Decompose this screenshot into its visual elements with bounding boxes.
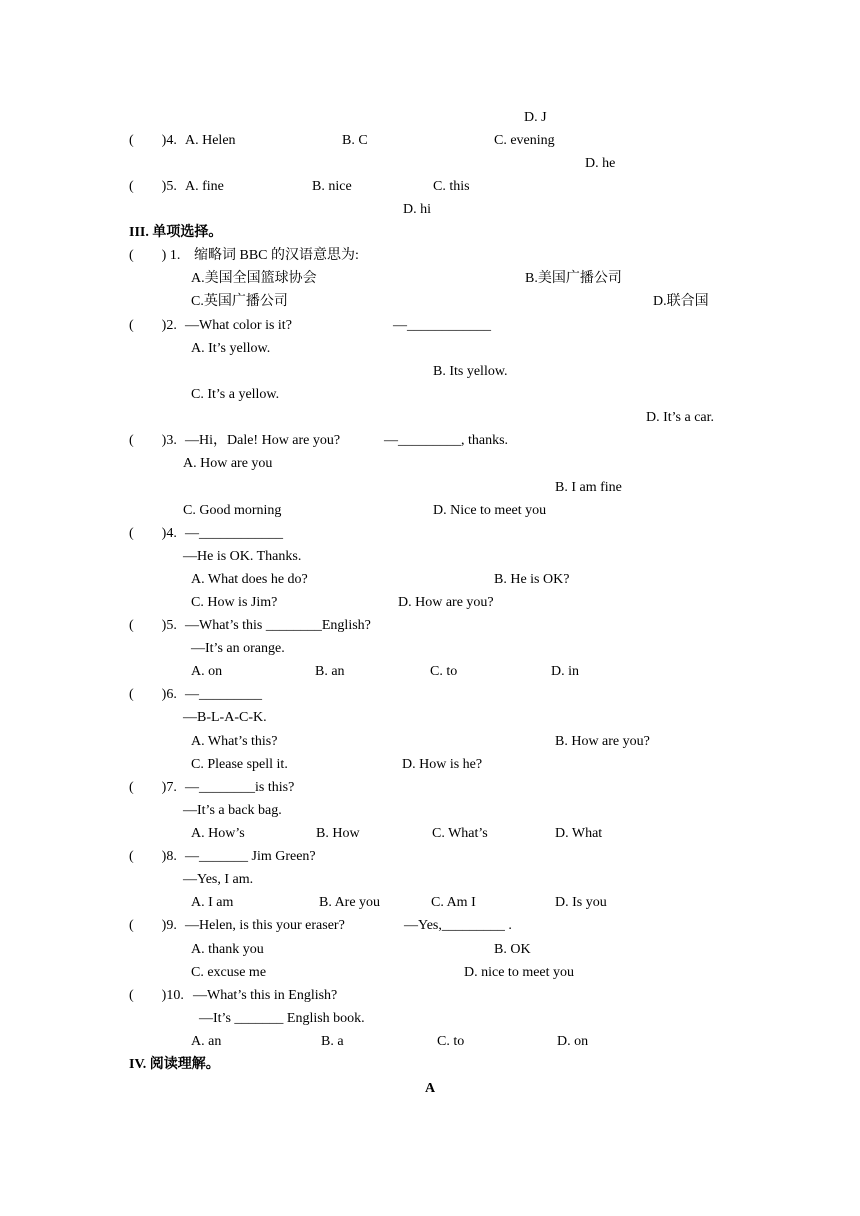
dialogue-line: —It’s a back bag. bbox=[183, 803, 282, 818]
question-number: ( )9. bbox=[129, 918, 177, 933]
option-b: B. He is OK? bbox=[494, 572, 570, 587]
answer-blank: —_________, thanks. bbox=[384, 433, 509, 448]
option-c: C. What’s bbox=[432, 826, 488, 841]
question-stem: —_________ bbox=[185, 687, 262, 702]
option-a: A. How are you bbox=[183, 456, 273, 471]
option-c: C. to bbox=[430, 664, 458, 679]
question-stem: —_______ Jim Green? bbox=[185, 849, 316, 864]
option-c: C. evening bbox=[494, 133, 555, 148]
question-stem: —________is this? bbox=[185, 780, 295, 795]
option-d: D. Nice to meet you bbox=[433, 503, 547, 518]
option-d: D. in bbox=[551, 664, 579, 679]
option-a: A. Helen bbox=[185, 133, 236, 148]
option-b: B. Are you bbox=[319, 895, 381, 910]
question-stem: —____________ bbox=[185, 526, 283, 541]
option-a: A. on bbox=[191, 664, 223, 679]
option-b: B. How are you? bbox=[555, 734, 650, 749]
option-d: D. on bbox=[557, 1034, 589, 1049]
option-c: C. this bbox=[433, 179, 470, 194]
option-b: B. OK bbox=[494, 942, 531, 957]
option-d: D. Is you bbox=[555, 895, 607, 910]
option-a: A. an bbox=[191, 1034, 222, 1049]
option-b: B. C bbox=[342, 133, 368, 148]
option-b: B. I am fine bbox=[555, 480, 622, 495]
option-d: D. How is he? bbox=[402, 757, 483, 772]
option-b: B. How bbox=[316, 826, 360, 841]
section-heading: III. 单项选择。 bbox=[129, 225, 223, 240]
option-d: D. It’s a car. bbox=[646, 410, 715, 425]
option-c: C. Good morning bbox=[183, 503, 282, 518]
question-number: ( )10. bbox=[129, 988, 184, 1003]
dialogue-line: —It’s an orange. bbox=[191, 641, 285, 656]
dialogue-line: —It’s _______ English book. bbox=[199, 1011, 365, 1026]
option-a: A. It’s yellow. bbox=[191, 341, 271, 356]
dialogue-line: —Yes, I am. bbox=[183, 872, 254, 887]
option-c: C. excuse me bbox=[191, 965, 267, 980]
question-number: ( )6. bbox=[129, 687, 177, 702]
question-stem: —Hi，Dale! How are you? bbox=[185, 433, 341, 448]
question-number: ( ) 1. bbox=[129, 248, 181, 263]
question-number: ( )3. bbox=[129, 433, 177, 448]
option-c: C. It’s a yellow. bbox=[191, 387, 280, 402]
question-number: ( )4. bbox=[129, 526, 177, 541]
option-d: D.联合国 bbox=[653, 294, 709, 309]
question-number: ( )8. bbox=[129, 849, 177, 864]
option-c: C.英国广播公司 bbox=[191, 294, 288, 309]
question-number: ( )5. bbox=[129, 618, 177, 633]
question-stem: —What’s this in English? bbox=[193, 988, 338, 1003]
option-c: C. Am I bbox=[431, 895, 476, 910]
question-number: ( )4. bbox=[129, 133, 177, 148]
section-heading: IV. 阅读理解。 bbox=[129, 1057, 220, 1072]
option-a: A. I am bbox=[191, 895, 234, 910]
option-a: A.美国全国篮球协会 bbox=[191, 271, 317, 286]
option-b: B. an bbox=[315, 664, 345, 679]
option-d: D. he bbox=[585, 156, 616, 171]
question-number: ( )5. bbox=[129, 179, 177, 194]
option-d: D. J bbox=[524, 110, 547, 125]
question-number: ( )7. bbox=[129, 780, 177, 795]
option-c: C. How is Jim? bbox=[191, 595, 278, 610]
answer-blank: —____________ bbox=[393, 318, 491, 333]
option-d: D. nice to meet you bbox=[464, 965, 575, 980]
option-a: A. What’s this? bbox=[191, 734, 278, 749]
question-stem: —Helen, is this your eraser? bbox=[185, 918, 345, 933]
option-b: B. nice bbox=[312, 179, 352, 194]
question-stem: 缩略词 BBC 的汉语意思为: bbox=[194, 248, 359, 263]
option-d: D. What bbox=[555, 826, 603, 841]
option-b: B.美国广播公司 bbox=[525, 271, 622, 286]
passage-label: A bbox=[424, 1081, 436, 1096]
option-c: C. Please spell it. bbox=[191, 757, 288, 772]
question-stem: —What color is it? bbox=[185, 318, 292, 333]
option-a: A. How’s bbox=[191, 826, 245, 841]
option-b: B. Its yellow. bbox=[433, 364, 508, 379]
option-b: B. a bbox=[321, 1034, 344, 1049]
dialogue-line: —He is OK. Thanks. bbox=[183, 549, 302, 564]
option-d: D. hi bbox=[403, 202, 431, 217]
option-a: A. What does he do? bbox=[191, 572, 308, 587]
question-number: ( )2. bbox=[129, 318, 177, 333]
option-a: A. fine bbox=[185, 179, 224, 194]
answer-blank: —Yes,_________ . bbox=[404, 918, 512, 933]
question-stem: —What’s this ________English? bbox=[185, 618, 371, 633]
option-c: C. to bbox=[437, 1034, 465, 1049]
option-d: D. How are you? bbox=[398, 595, 494, 610]
option-a: A. thank you bbox=[191, 942, 264, 957]
dialogue-line: —B-L-A-C-K. bbox=[183, 710, 267, 725]
